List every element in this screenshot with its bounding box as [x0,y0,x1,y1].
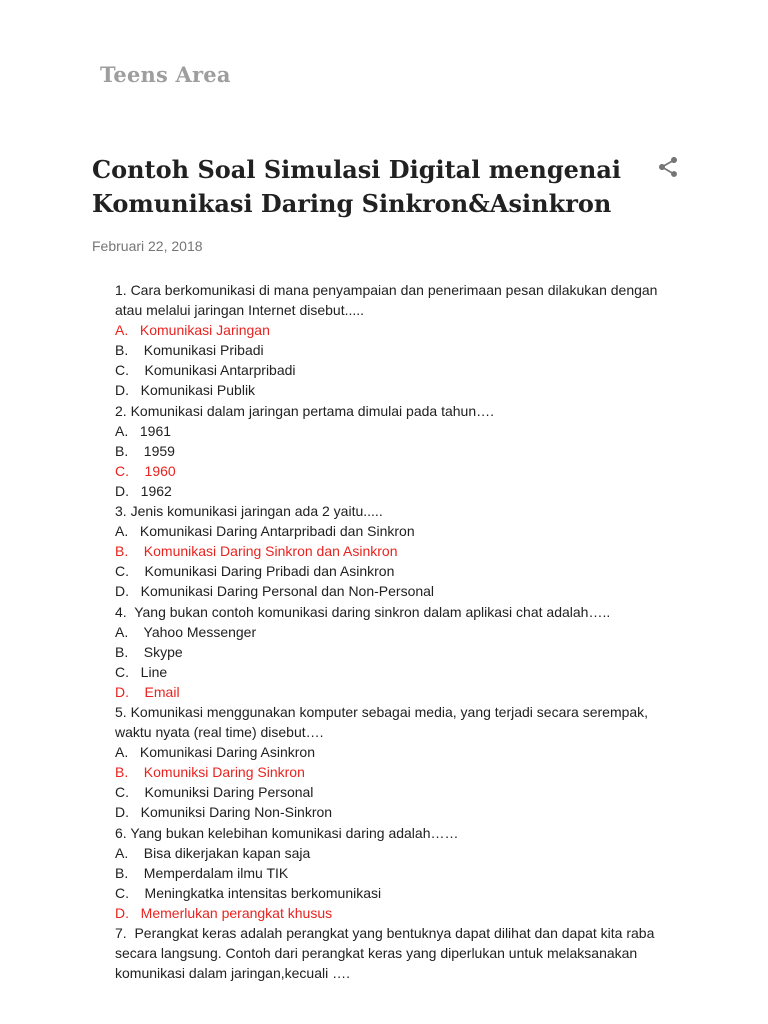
post-body [115,280,685,983]
question-line: 5. Komunikasi menggunakan komputer sebagai media, yang terjadi secara serempak, waktu nyata (real time) disebut…. [115,703,652,741]
question-line: D. Komunikasi Publik [115,382,256,399]
share-button[interactable] [656,155,680,179]
question-line: 4. Yang bukan contoh komunikasi daring sinkron dalam aplikasi chat adalah….. [115,603,611,620]
question-line: 1. Cara berkomunikasi di mana penyampaian dan penerimaan pesan dilakukan dengan atau melalui jaringan Internet disebut..... [115,282,662,319]
question-line: D. Komunikasi Daring Personal dan Non-Personal [115,583,435,600]
share-icon [656,155,680,179]
post-date: Februari 22, 2018 [92,238,203,254]
answer-option: C. 1960 [115,462,176,479]
question-line: 6. Yang bukan kelebihan komunikasi daring adalah…… [115,824,459,841]
question-line: C. Meningkatka intensitas berkomunikasi [115,884,382,901]
question-line: C. Komunikasi Antarpribadi [115,362,296,379]
question-line: B. 1959 [115,442,175,459]
question-line: A. Yahoo Messenger [115,623,257,640]
question-line: D. 1962 [115,482,172,499]
question-line: C. Line [115,663,168,680]
question-line: A. Komunikasi Daring Antarpribadi dan Sinkron [115,523,415,540]
question-line: C. Komunikasi Daring Pribadi dan Asinkron [115,563,395,580]
question-line: B. Skype [115,643,183,660]
question-line: D. Komuniksi Daring Non-Sinkron [115,804,333,821]
question-line: B. Memperdalam ilmu TIK [115,864,289,881]
question-line: C. Komuniksi Daring Personal [115,784,314,801]
answer-option: A. Komunikasi Jaringan [115,322,270,339]
answer-option: D. Memerlukan perangkat khusus [115,904,333,921]
answer-option: B. Komuniksi Daring Sinkron [115,764,305,781]
answer-option: B. Komunikasi Daring Sinkron dan Asinkron [115,543,398,560]
question-line: 3. Jenis komunikasi jaringan ada 2 yaitu..... [115,503,383,520]
question-line: 7. Perangkat keras adalah perangkat yang bentuknya dapat dilihat dan dapat kita raba secara langsung. Contoh dari perangkat keras yang diperlukan untuk melaksanakan komunikasi dalam jaringan,kecuali …. [115,925,659,982]
question-line: A. Komunikasi Daring Asinkron [115,744,315,761]
question-line: A. 1961 [115,422,172,439]
question-line: B. Komunikasi Pribadi [115,342,264,359]
question-line: A. Bisa dikerjakan kapan saja [115,844,311,861]
question-line: 2. Komunikasi dalam jaringan pertama dimulai pada tahun…. [115,402,494,419]
post-title: Contoh Soal Simulasi Digital mengenai Komunikasi Daring Sinkron&Asinkron [92,155,621,218]
blog-title-link[interactable]: Teens Area [100,62,231,87]
answer-option: D. Email [115,683,180,700]
